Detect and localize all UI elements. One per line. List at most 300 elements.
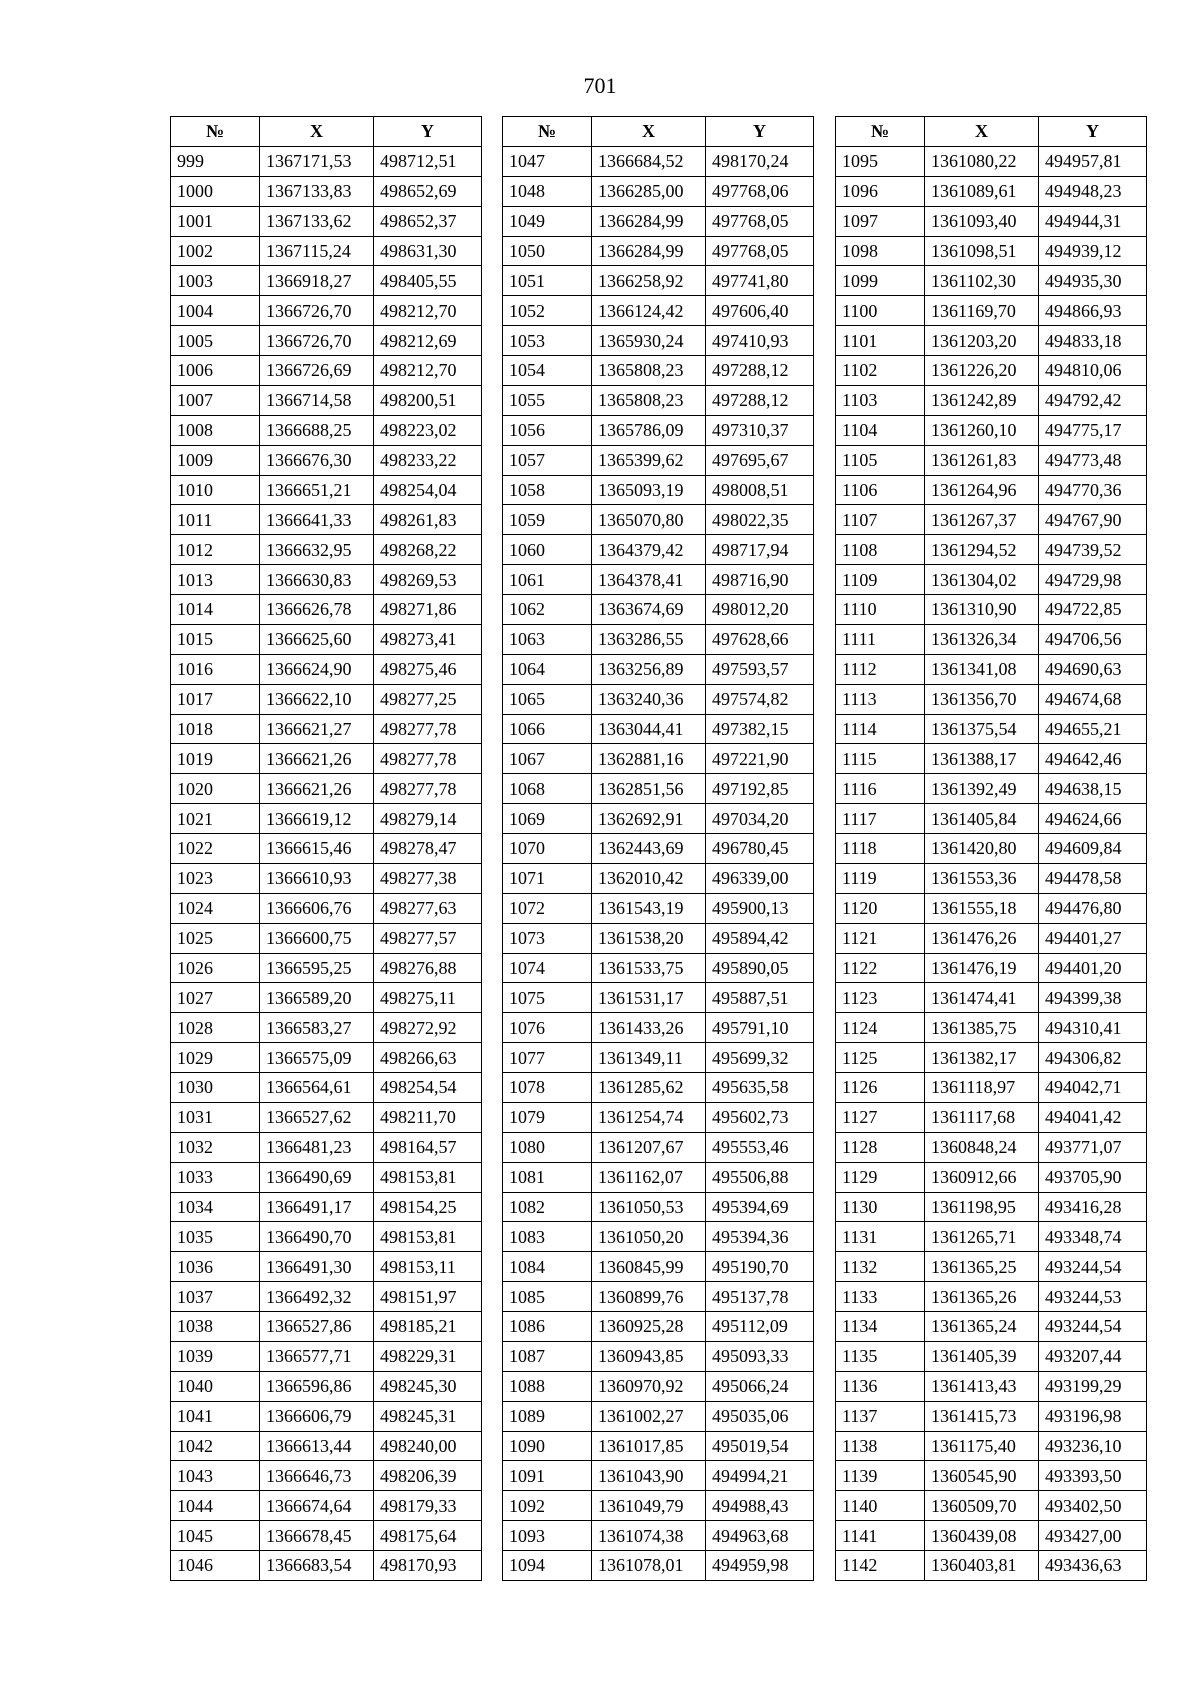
cell-x: 1366641,33 [260,505,374,535]
cell-y: 498211,70 [374,1102,482,1132]
cell-number: 1083 [503,1222,592,1252]
cell-x: 1366621,27 [260,714,374,744]
cell-y: 494775,17 [1039,415,1147,445]
cell-x: 1366714,58 [260,385,374,415]
cell-number: 1020 [171,774,260,804]
cell-x: 1365808,23 [592,356,706,386]
cell-y: 498223,02 [374,415,482,445]
cell-y: 498277,78 [374,744,482,774]
table-row [171,1222,482,1252]
cell-number: 1130 [836,1192,925,1222]
cell-y: 498277,78 [374,714,482,744]
cell-x: 1366606,79 [260,1401,374,1431]
cell-number: 1045 [171,1521,260,1551]
cell-number: 1127 [836,1102,925,1132]
cell-x: 1362851,56 [592,774,706,804]
table-row [836,1401,1147,1431]
cell-number: 1118 [836,834,925,864]
cell-x: 1361356,70 [925,684,1039,714]
table-row [171,1341,482,1371]
cell-y: 498153,81 [374,1222,482,1252]
cell-x: 1361254,74 [592,1102,706,1132]
cell-number: 1102 [836,356,925,386]
cell-x: 1361162,07 [592,1162,706,1192]
cell-y: 498275,46 [374,654,482,684]
cell-number: 1069 [503,804,592,834]
cell-x: 1366564,61 [260,1073,374,1103]
cell-x: 1360545,90 [925,1461,1039,1491]
cell-y: 493393,50 [1039,1461,1147,1491]
table-row [836,595,1147,625]
cell-x: 1363044,41 [592,714,706,744]
table-row [503,415,814,445]
cell-number: 1024 [171,893,260,923]
cell-y: 495602,73 [706,1102,814,1132]
cell-y: 498240,00 [374,1431,482,1461]
table-row [503,774,814,804]
cell-y: 494476,80 [1039,893,1147,923]
table-row [503,1341,814,1371]
cell-x: 1361117,68 [925,1102,1039,1132]
cell-y: 498254,54 [374,1073,482,1103]
table-row [836,1312,1147,1342]
cell-number: 1035 [171,1222,260,1252]
table-row [836,923,1147,953]
cell-x: 1361265,71 [925,1222,1039,1252]
table-row [503,385,814,415]
cell-number: 1018 [171,714,260,744]
cell-x: 1365093,19 [592,475,706,505]
cell-x: 1361098,51 [925,236,1039,266]
table-row [503,893,814,923]
cell-x: 1361326,34 [925,624,1039,654]
cell-y: 498245,31 [374,1401,482,1431]
cell-number: 1068 [503,774,592,804]
cell-y: 498277,63 [374,893,482,923]
cell-x: 1361543,19 [592,893,706,923]
table-row [503,1431,814,1461]
cell-number: 1110 [836,595,925,625]
table-row [171,385,482,415]
cell-x: 1361261,83 [925,445,1039,475]
cell-number: 1087 [503,1341,592,1371]
cell-y: 498277,38 [374,863,482,893]
cell-number: 1070 [503,834,592,864]
cell-number: 1094 [503,1551,592,1581]
table-row [171,176,482,206]
cell-y: 498179,33 [374,1491,482,1521]
table-row [503,146,814,176]
cell-x: 1366726,69 [260,356,374,386]
cell-y: 498276,88 [374,953,482,983]
cell-x: 1366583,27 [260,1013,374,1043]
table-row [171,834,482,864]
table-row [171,774,482,804]
table-row [836,1521,1147,1551]
cell-x: 1367133,62 [260,206,374,236]
cell-number: 1095 [836,146,925,176]
cell-y: 498164,57 [374,1132,482,1162]
cell-y: 498175,64 [374,1521,482,1551]
cell-y: 495894,42 [706,923,814,953]
cell-y: 495553,46 [706,1132,814,1162]
cell-number: 1047 [503,146,592,176]
cell-number: 1014 [171,595,260,625]
table-header-row [171,117,482,147]
cell-number: 1002 [171,236,260,266]
cell-x: 1360439,08 [925,1521,1039,1551]
cell-x: 1364378,41 [592,565,706,595]
column-header-x: X [925,117,1039,147]
cell-y: 494624,66 [1039,804,1147,834]
cell-x: 1361415,73 [925,1401,1039,1431]
cell-y: 494722,85 [1039,595,1147,625]
cell-y: 498233,22 [374,445,482,475]
table-row [503,266,814,296]
cell-number: 1021 [171,804,260,834]
cell-x: 1361533,75 [592,953,706,983]
cell-y: 495190,70 [706,1252,814,1282]
cell-y: 495791,10 [706,1013,814,1043]
table-row [503,1222,814,1252]
table-row [503,744,814,774]
table-header-row [503,117,814,147]
cell-y: 498206,39 [374,1461,482,1491]
cell-number: 1123 [836,983,925,1013]
cell-x: 1361310,90 [925,595,1039,625]
cell-x: 1366589,20 [260,983,374,1013]
cell-number: 1081 [503,1162,592,1192]
table-row [171,1013,482,1043]
table-row [171,535,482,565]
cell-y: 495112,09 [706,1312,814,1342]
table-row [503,1312,814,1342]
cell-x: 1366918,27 [260,266,374,296]
cell-y: 493348,74 [1039,1222,1147,1252]
cell-x: 1365070,80 [592,505,706,535]
cell-number: 1104 [836,415,925,445]
cell-x: 1366490,69 [260,1162,374,1192]
cell-y: 494833,18 [1039,326,1147,356]
cell-x: 1361198,95 [925,1192,1039,1222]
cell-number: 1062 [503,595,592,625]
cell-y: 493244,54 [1039,1252,1147,1282]
cell-number: 1038 [171,1312,260,1342]
table-row [836,296,1147,326]
cell-y: 498261,83 [374,505,482,535]
cell-y: 498269,53 [374,565,482,595]
cell-x: 1366606,76 [260,893,374,923]
cell-number: 1028 [171,1013,260,1043]
cell-x: 1361531,17 [592,983,706,1013]
cell-number: 1125 [836,1043,925,1073]
cell-y: 498716,90 [706,565,814,595]
cell-y: 498154,25 [374,1192,482,1222]
table-row [836,953,1147,983]
cell-number: 1077 [503,1043,592,1073]
table-row [171,445,482,475]
cell-y: 494994,21 [706,1461,814,1491]
cell-y: 494401,20 [1039,953,1147,983]
table-row [503,863,814,893]
cell-number: 1031 [171,1102,260,1132]
cell-y: 494638,15 [1039,774,1147,804]
cell-y: 498170,24 [706,146,814,176]
table-row [503,983,814,1013]
table-row [503,1043,814,1073]
cell-x: 1366615,46 [260,834,374,864]
cell-y: 498268,22 [374,535,482,565]
table-row [836,146,1147,176]
cell-y: 493771,07 [1039,1132,1147,1162]
cell-number: 1112 [836,654,925,684]
cell-number: 1058 [503,475,592,505]
table-row [503,176,814,206]
cell-x: 1361226,20 [925,356,1039,386]
cell-x: 1361017,85 [592,1431,706,1461]
cell-y: 498712,51 [374,146,482,176]
table-row [836,236,1147,266]
cell-number: 999 [171,146,260,176]
table-row [171,266,482,296]
cell-number: 1088 [503,1371,592,1401]
table-row [503,475,814,505]
table-row [836,445,1147,475]
table-row [503,356,814,386]
table-row [171,1043,482,1073]
cell-number: 1129 [836,1162,925,1192]
cell-number: 1044 [171,1491,260,1521]
cell-x: 1366676,30 [260,445,374,475]
cell-number: 1141 [836,1521,925,1551]
cell-x: 1366481,23 [260,1132,374,1162]
cell-x: 1366688,25 [260,415,374,445]
cell-y: 495506,88 [706,1162,814,1192]
table-row [503,505,814,535]
table-row [503,1132,814,1162]
table-row [171,654,482,684]
cell-x: 1361413,43 [925,1371,1039,1401]
cell-number: 1076 [503,1013,592,1043]
cell-number: 1063 [503,624,592,654]
cell-number: 1030 [171,1073,260,1103]
cell-number: 1111 [836,624,925,654]
cell-x: 1366610,93 [260,863,374,893]
cell-number: 1138 [836,1431,925,1461]
cell-x: 1360943,85 [592,1341,706,1371]
cell-y: 495394,36 [706,1222,814,1252]
cell-x: 1361089,61 [925,176,1039,206]
cell-y: 498153,81 [374,1162,482,1192]
cell-y: 495137,78 [706,1282,814,1312]
cell-number: 1027 [171,983,260,1013]
cell-number: 1061 [503,565,592,595]
cell-x: 1364379,42 [592,535,706,565]
table-row [171,1282,482,1312]
cell-number: 1041 [171,1401,260,1431]
cell-x: 1361341,08 [925,654,1039,684]
table-row [503,1102,814,1132]
table-row [171,475,482,505]
cell-x: 1360403,81 [925,1551,1039,1581]
cell-x: 1366577,71 [260,1341,374,1371]
table-row [171,1461,482,1491]
cell-x: 1365930,24 [592,326,706,356]
cell-number: 1059 [503,505,592,535]
cell-x: 1361118,97 [925,1073,1039,1103]
cell-y: 498229,31 [374,1341,482,1371]
cell-x: 1361074,38 [592,1521,706,1551]
cell-x: 1366492,32 [260,1282,374,1312]
table-row [503,326,814,356]
cell-number: 1022 [171,834,260,864]
cell-number: 1135 [836,1341,925,1371]
cell-x: 1366624,90 [260,654,374,684]
cell-x: 1361242,89 [925,385,1039,415]
cell-y: 493244,54 [1039,1312,1147,1342]
cell-number: 1012 [171,535,260,565]
table-row [836,1551,1147,1581]
cell-number: 1052 [503,296,592,326]
cell-x: 1361080,22 [925,146,1039,176]
cell-x: 1363674,69 [592,595,706,625]
cell-y: 497221,90 [706,744,814,774]
table-row [503,1162,814,1192]
cell-y: 498278,47 [374,834,482,864]
cell-y: 494399,38 [1039,983,1147,1013]
cell-x: 1361420,80 [925,834,1039,864]
cell-x: 1366284,99 [592,236,706,266]
cell-x: 1366621,26 [260,744,374,774]
cell-x: 1366124,42 [592,296,706,326]
table-row [171,236,482,266]
cell-number: 1075 [503,983,592,1013]
table-row [503,923,814,953]
table-row [836,684,1147,714]
cell-y: 494959,98 [706,1551,814,1581]
cell-number: 1078 [503,1073,592,1103]
cell-number: 1025 [171,923,260,953]
table-row [171,714,482,744]
cell-y: 498277,78 [374,774,482,804]
cell-number: 1009 [171,445,260,475]
cell-x: 1361538,20 [592,923,706,953]
table-row [171,1521,482,1551]
cell-x: 1361474,41 [925,983,1039,1013]
cell-number: 1007 [171,385,260,415]
cell-x: 1366626,78 [260,595,374,625]
cell-x: 1363286,55 [592,624,706,654]
cell-number: 1006 [171,356,260,386]
cell-number: 1082 [503,1192,592,1222]
table-row [171,1162,482,1192]
cell-y: 498185,21 [374,1312,482,1342]
table-row [836,893,1147,923]
table-row [171,1102,482,1132]
cell-y: 493199,29 [1039,1371,1147,1401]
cell-number: 1032 [171,1132,260,1162]
cell-number: 1055 [503,385,592,415]
cell-y: 494767,90 [1039,505,1147,535]
cell-y: 495035,06 [706,1401,814,1431]
cell-y: 494609,84 [1039,834,1147,864]
cell-number: 1019 [171,744,260,774]
cell-x: 1361375,54 [925,714,1039,744]
cell-number: 1051 [503,266,592,296]
cell-x: 1361349,11 [592,1043,706,1073]
table-row [836,266,1147,296]
cell-y: 494935,30 [1039,266,1147,296]
cell-y: 498200,51 [374,385,482,415]
cell-number: 1136 [836,1371,925,1401]
cell-x: 1366613,44 [260,1431,374,1461]
cell-x: 1361382,17 [925,1043,1039,1073]
cell-y: 494948,23 [1039,176,1147,206]
cell-number: 1064 [503,654,592,684]
cell-x: 1361555,18 [925,893,1039,923]
table-row [171,1192,482,1222]
cell-number: 1103 [836,385,925,415]
cell-x: 1366646,73 [260,1461,374,1491]
cell-x: 1366527,86 [260,1312,374,1342]
table-row [836,356,1147,386]
cell-x: 1366726,70 [260,326,374,356]
coordinates-table-2 [502,116,814,1581]
cell-x: 1361207,67 [592,1132,706,1162]
cell-number: 1042 [171,1431,260,1461]
table-row [171,923,482,953]
cell-number: 1115 [836,744,925,774]
table-row [171,595,482,625]
cell-y: 495093,33 [706,1341,814,1371]
cell-y: 498012,20 [706,595,814,625]
cell-number: 1016 [171,654,260,684]
cell-x: 1365808,23 [592,385,706,415]
cell-number: 1053 [503,326,592,356]
cell-y: 494478,58 [1039,863,1147,893]
table-row [836,1132,1147,1162]
cell-number: 1036 [171,1252,260,1282]
cell-x: 1366621,26 [260,774,374,804]
table-row [836,475,1147,505]
cell-x: 1366674,64 [260,1491,374,1521]
cell-x: 1360845,99 [592,1252,706,1282]
cell-number: 1122 [836,953,925,983]
cell-number: 1142 [836,1551,925,1581]
cell-number: 1096 [836,176,925,206]
cell-x: 1361002,27 [592,1401,706,1431]
table-row [171,684,482,714]
cell-number: 1092 [503,1491,592,1521]
cell-number: 1132 [836,1252,925,1282]
cell-y: 498279,14 [374,804,482,834]
cell-number: 1039 [171,1341,260,1371]
cell-number: 1113 [836,684,925,714]
cell-x: 1362443,69 [592,834,706,864]
table-row [836,385,1147,415]
table-row [836,535,1147,565]
cell-y: 494739,52 [1039,535,1147,565]
cell-y: 495066,24 [706,1371,814,1401]
cell-number: 1034 [171,1192,260,1222]
cell-y: 498272,92 [374,1013,482,1043]
cell-x: 1361102,30 [925,266,1039,296]
table-row [836,834,1147,864]
cell-y: 493427,00 [1039,1521,1147,1551]
cell-y: 494944,31 [1039,206,1147,236]
cell-y: 494706,56 [1039,624,1147,654]
cell-number: 1011 [171,505,260,535]
